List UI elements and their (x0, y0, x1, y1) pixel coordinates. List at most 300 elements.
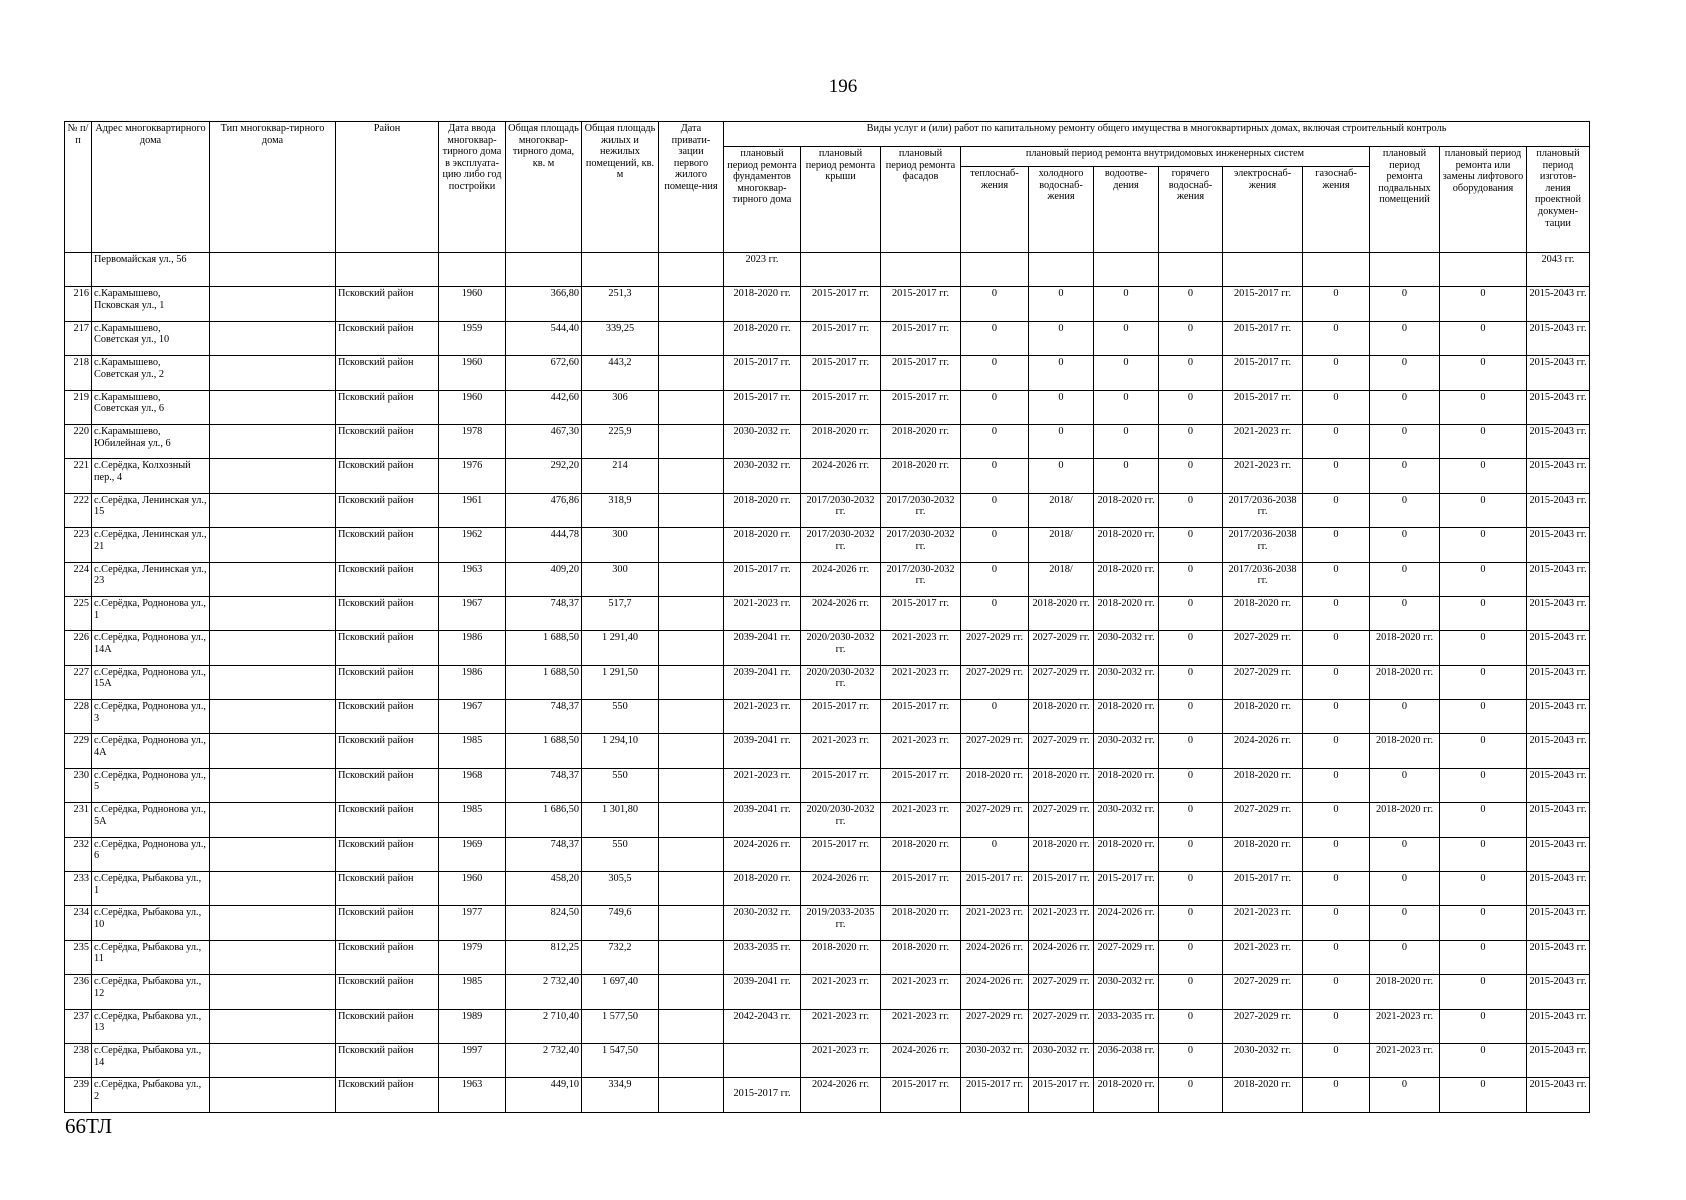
cell-hot (1159, 253, 1223, 287)
cell-elevator: 0 (1440, 596, 1527, 630)
cell-num: 229 (65, 734, 92, 768)
cell-elevator: 0 (1440, 424, 1527, 458)
cell-num: 218 (65, 356, 92, 390)
cell-basement: 0 (1370, 906, 1440, 940)
cell-facade: 2024-2026 гг. (881, 1043, 961, 1077)
header-gas: газоснаб-жения (1303, 167, 1370, 253)
cell-cold: 2027-2029 гг. (1029, 734, 1094, 768)
cell-area-living: 214 (582, 459, 659, 493)
cell-type (210, 1078, 336, 1112)
cell-year: 1960 (439, 390, 506, 424)
cell-address: с.Серёдка, Роднонова ул., 1 (92, 596, 210, 630)
cell-address: с.Карамышево, Юбилейная ул., 6 (92, 424, 210, 458)
cell-roof (801, 253, 881, 287)
cell-hot: 0 (1159, 321, 1223, 355)
cell-foundation: 2015-2017 гг. (724, 562, 801, 596)
cell-roof: 2024-2026 гг. (801, 596, 881, 630)
cell-district: Псковский район (336, 356, 439, 390)
cell-facade: 2021-2023 гг. (881, 734, 961, 768)
cell-year: 1989 (439, 1009, 506, 1043)
cell-sewage (1094, 253, 1159, 287)
cell-area-total: 1 688,50 (506, 631, 582, 665)
cell-elevator: 0 (1440, 459, 1527, 493)
cell-area-total: 444,78 (506, 528, 582, 562)
cell-electric: 2017/2036-2038 гг. (1223, 493, 1303, 527)
cell-design: 2015-2043 гг. (1527, 528, 1590, 562)
table-row (65, 253, 1590, 287)
cell-design: 2015-2043 гг. (1527, 562, 1590, 596)
cell-facade: 2015-2017 гг. (881, 356, 961, 390)
cell-district: Псковский район (336, 940, 439, 974)
cell-sewage: 2027-2029 гг. (1094, 940, 1159, 974)
cell-priv (659, 390, 724, 424)
cell-heat: 2027-2029 гг. (961, 734, 1029, 768)
cell-sewage: 2018-2020 гг. (1094, 768, 1159, 802)
cell-electric: 2018-2020 гг. (1223, 596, 1303, 630)
table-row (65, 700, 1590, 734)
cell-sewage: 2030-2032 гг. (1094, 803, 1159, 837)
cell-basement: 0 (1370, 562, 1440, 596)
cell-foundation: 2021-2023 гг. (724, 700, 801, 734)
cell-area-living: 306 (582, 390, 659, 424)
cell-num: 219 (65, 390, 92, 424)
cell-roof: 2015-2017 гг. (801, 700, 881, 734)
cell-hot: 0 (1159, 1078, 1223, 1112)
cell-sewage: 2018-2020 гг. (1094, 1078, 1159, 1112)
cell-electric: 2030-2032 гг. (1223, 1043, 1303, 1077)
cell-area-living: 443,2 (582, 356, 659, 390)
cell-priv (659, 562, 724, 596)
cell-type (210, 390, 336, 424)
cell-roof: 2021-2023 гг. (801, 975, 881, 1009)
cell-year: 1985 (439, 734, 506, 768)
cell-gas: 0 (1303, 665, 1370, 699)
cell-heat: 2027-2029 гг. (961, 1009, 1029, 1043)
cell-heat: 2027-2029 гг. (961, 665, 1029, 699)
cell-address: с.Серёдка, Колхозный пер., 4 (92, 459, 210, 493)
cell-foundation: 2018-2020 гг. (724, 528, 801, 562)
cell-hot: 0 (1159, 940, 1223, 974)
table-row (65, 424, 1590, 458)
cell-area-living: 334,9 (582, 1078, 659, 1112)
table-row (65, 596, 1590, 630)
cell-hot: 0 (1159, 1009, 1223, 1043)
cell-address: с.Карамышево, Советская ул., 10 (92, 321, 210, 355)
cell-num: 222 (65, 493, 92, 527)
cell-num: 226 (65, 631, 92, 665)
cell-roof: 2024-2026 гг. (801, 1078, 881, 1112)
cell-electric: 2018-2020 гг. (1223, 837, 1303, 871)
header-district: Район (336, 122, 439, 253)
cell-elevator: 0 (1440, 665, 1527, 699)
cell-num: 217 (65, 321, 92, 355)
cell-roof: 2015-2017 гг. (801, 321, 881, 355)
cell-year: 1961 (439, 493, 506, 527)
cell-foundation: 2024-2026 гг. (724, 837, 801, 871)
cell-roof: 2015-2017 гг. (801, 356, 881, 390)
cell-district: Псковский район (336, 872, 439, 906)
cell-area-living: 251,3 (582, 287, 659, 321)
cell-year: 1960 (439, 872, 506, 906)
cell-sewage: 2024-2026 гг. (1094, 906, 1159, 940)
cell-num: 237 (65, 1009, 92, 1043)
cell-area-living: 1 547,50 (582, 1043, 659, 1077)
cell-district: Псковский район (336, 1043, 439, 1077)
cell-year: 1959 (439, 321, 506, 355)
cell-sewage: 0 (1094, 390, 1159, 424)
cell-design: 2015-2043 гг. (1527, 287, 1590, 321)
cell-facade: 2018-2020 гг. (881, 459, 961, 493)
cell-area-total: 748,37 (506, 768, 582, 802)
cell-basement: 0 (1370, 459, 1440, 493)
cell-sewage: 2036-2038 гг. (1094, 1043, 1159, 1077)
cell-sewage: 0 (1094, 287, 1159, 321)
cell-priv (659, 459, 724, 493)
cell-area-living: 1 697,40 (582, 975, 659, 1009)
cell-value: 2015-2017 гг. (733, 1088, 791, 1100)
cell-electric (1223, 253, 1303, 287)
cell-roof: 2018-2020 гг. (801, 424, 881, 458)
table-row (65, 975, 1590, 1009)
cell-roof: 2021-2023 гг. (801, 734, 881, 768)
cell-year: 1963 (439, 562, 506, 596)
cell-num: 230 (65, 768, 92, 802)
cell-facade: 2015-2017 гг. (881, 390, 961, 424)
table-row (65, 1078, 1590, 1112)
cell-district: Псковский район (336, 975, 439, 1009)
cell-hot: 0 (1159, 734, 1223, 768)
cell-type (210, 665, 336, 699)
cell-design: 2015-2043 гг. (1527, 975, 1590, 1009)
cell-cold: 2018/ (1029, 493, 1094, 527)
cell-heat: 2024-2026 гг. (961, 940, 1029, 974)
cell-num: 232 (65, 837, 92, 871)
cell-sewage: 2018-2020 гг. (1094, 493, 1159, 527)
cell-elevator: 0 (1440, 975, 1527, 1009)
cell-year: 1976 (439, 459, 506, 493)
cell-address: с.Серёдка, Рыбакова ул., 11 (92, 940, 210, 974)
cell-year: 1968 (439, 768, 506, 802)
cell-year: 1963 (439, 1078, 506, 1112)
table-row (65, 837, 1590, 871)
cell-district: Псковский район (336, 803, 439, 837)
cell-priv (659, 424, 724, 458)
cell-sewage: 2030-2032 гг. (1094, 734, 1159, 768)
table-row (65, 493, 1590, 527)
cell-gas: 0 (1303, 321, 1370, 355)
cell-type (210, 253, 336, 287)
cell-cold: 2018-2020 гг. (1029, 596, 1094, 630)
cell-foundation: 2018-2020 гг. (724, 493, 801, 527)
cell-num: 231 (65, 803, 92, 837)
cell-electric: 2027-2029 гг. (1223, 665, 1303, 699)
cell-basement: 0 (1370, 321, 1440, 355)
cell-area-total: 748,37 (506, 596, 582, 630)
cell-hot: 0 (1159, 596, 1223, 630)
cell-area-total: 366,80 (506, 287, 582, 321)
header-electric: электроснаб-жения (1223, 167, 1303, 253)
cell-area-total: 1 686,50 (506, 803, 582, 837)
cell-electric: 2018-2020 гг. (1223, 1078, 1303, 1112)
cell-facade: 2015-2017 гг. (881, 872, 961, 906)
cell-priv (659, 287, 724, 321)
cell-elevator: 0 (1440, 493, 1527, 527)
cell-sewage: 2030-2032 гг. (1094, 631, 1159, 665)
cell-hot: 0 (1159, 700, 1223, 734)
cell-electric: 2021-2023 гг. (1223, 459, 1303, 493)
cell-design: 2015-2043 гг. (1527, 768, 1590, 802)
cell-electric: 2018-2020 гг. (1223, 700, 1303, 734)
cell-area-total: 544,40 (506, 321, 582, 355)
cell-electric: 2027-2029 гг. (1223, 1009, 1303, 1043)
cell-electric: 2021-2023 гг. (1223, 906, 1303, 940)
cell-heat: 0 (961, 700, 1029, 734)
header-privatization: Дата привати-зации первого жилого помеще-ния (659, 122, 724, 253)
header-area-total: Общая площадь многоквар-тирного дома, кв. м (506, 122, 582, 253)
cell-gas: 0 (1303, 975, 1370, 1009)
cell-type (210, 872, 336, 906)
cell-district (336, 253, 439, 287)
cell-area-total: 748,37 (506, 700, 582, 734)
cell-address: с.Серёдка, Ленинская ул., 15 (92, 493, 210, 527)
cell-elevator (1440, 253, 1527, 287)
cell-gas: 0 (1303, 459, 1370, 493)
cell-design: 2015-2043 гг. (1527, 837, 1590, 871)
cell-design: 2015-2043 гг. (1527, 596, 1590, 630)
footer-code: 66ТЛ (65, 1114, 113, 1138)
cell-elevator: 0 (1440, 1043, 1527, 1077)
cell-roof: 2017/2030-2032 гг. (801, 493, 881, 527)
cell-type (210, 528, 336, 562)
cell-address: с.Серёдка, Роднонова ул., 5А (92, 803, 210, 837)
cell-year: 1985 (439, 803, 506, 837)
cell-gas: 0 (1303, 493, 1370, 527)
cell-type (210, 1043, 336, 1077)
cell-roof: 2015-2017 гг. (801, 837, 881, 871)
cell-district: Псковский район (336, 459, 439, 493)
cell-priv (659, 321, 724, 355)
header-facade: плановый период ремонта фасадов (881, 147, 961, 253)
header-sewage: водоотве-дения (1094, 167, 1159, 253)
cell-area-living: 550 (582, 768, 659, 802)
cell-year: 1986 (439, 665, 506, 699)
cell-basement: 2018-2020 гг. (1370, 631, 1440, 665)
cell-roof: 2024-2026 гг. (801, 872, 881, 906)
cell-foundation: 2021-2023 гг. (724, 596, 801, 630)
cell-cold: 2018/ (1029, 562, 1094, 596)
cell-heat: 0 (961, 356, 1029, 390)
cell-area-living: 1 291,40 (582, 631, 659, 665)
cell-area-living: 1 291,50 (582, 665, 659, 699)
cell-type (210, 562, 336, 596)
cell-design: 2015-2043 гг. (1527, 390, 1590, 424)
cell-num: 220 (65, 424, 92, 458)
cell-facade: 2021-2023 гг. (881, 665, 961, 699)
cell-district: Псковский район (336, 528, 439, 562)
cell-heat: 0 (961, 493, 1029, 527)
cell-gas (1303, 253, 1370, 287)
cell-hot: 0 (1159, 665, 1223, 699)
cell-facade: 2017/2030-2032 гг. (881, 528, 961, 562)
cell-design: 2015-2043 гг. (1527, 1043, 1590, 1077)
cell-elevator: 0 (1440, 562, 1527, 596)
capital-repair-table (64, 121, 1590, 1113)
cell-year (439, 253, 506, 287)
cell-cold: 0 (1029, 356, 1094, 390)
cell-roof: 2019/2033-2035 гг. (801, 906, 881, 940)
cell-year: 1967 (439, 596, 506, 630)
cell-roof: 2020/2030-2032 гг. (801, 665, 881, 699)
table-row (65, 1043, 1590, 1077)
cell-facade: 2015-2017 гг. (881, 287, 961, 321)
cell-facade: 2018-2020 гг. (881, 906, 961, 940)
cell-basement: 0 (1370, 768, 1440, 802)
cell-priv (659, 631, 724, 665)
header-services-group: Виды услуг и (или) работ по капитальному ремонту общего имущества в многоквартирных домах, включая строительный контроль (724, 122, 1590, 147)
cell-basement: 0 (1370, 528, 1440, 562)
cell-electric: 2015-2017 гг. (1223, 356, 1303, 390)
cell-year: 1967 (439, 700, 506, 734)
cell-facade: 2021-2023 гг. (881, 803, 961, 837)
cell-design: 2015-2043 гг. (1527, 1009, 1590, 1043)
header-foundation: плановый период ремонта фундаментов многоквар-тирного дома (724, 147, 801, 253)
cell-gas: 0 (1303, 562, 1370, 596)
cell-electric: 2015-2017 гг. (1223, 321, 1303, 355)
cell-sewage: 0 (1094, 424, 1159, 458)
cell-area-living: 732,2 (582, 940, 659, 974)
table-body (65, 253, 1590, 1113)
cell-gas: 0 (1303, 390, 1370, 424)
cell-basement: 2021-2023 гг. (1370, 1009, 1440, 1043)
cell-foundation: 2039-2041 гг. (724, 734, 801, 768)
cell-foundation: 2039-2041 гг. (724, 665, 801, 699)
cell-basement: 0 (1370, 700, 1440, 734)
table-row (65, 872, 1590, 906)
cell-priv (659, 493, 724, 527)
cell-district: Псковский район (336, 906, 439, 940)
cell-facade: 2015-2017 гг. (881, 700, 961, 734)
cell-area-living: 300 (582, 528, 659, 562)
cell-foundation: 2015-2017 гг. (724, 390, 801, 424)
cell-area-living: 1 294,10 (582, 734, 659, 768)
cell-priv (659, 700, 724, 734)
cell-facade: 2017/2030-2032 гг. (881, 562, 961, 596)
cell-type (210, 940, 336, 974)
cell-design: 2015-2043 гг. (1527, 424, 1590, 458)
cell-foundation: 2039-2041 гг. (724, 975, 801, 1009)
cell-year: 1977 (439, 906, 506, 940)
cell-area-total (506, 253, 582, 287)
header-num: № п/п (65, 122, 92, 253)
cell-gas: 0 (1303, 940, 1370, 974)
cell-gas: 0 (1303, 700, 1370, 734)
cell-gas: 0 (1303, 803, 1370, 837)
cell-cold: 2018/ (1029, 528, 1094, 562)
cell-area-total: 476,86 (506, 493, 582, 527)
cell-address: с.Серёдка, Роднонова ул., 4А (92, 734, 210, 768)
cell-address: с.Серёдка, Роднонова ул., 6 (92, 837, 210, 871)
cell-heat: 0 (961, 528, 1029, 562)
cell-hot: 0 (1159, 631, 1223, 665)
cell-cold (1029, 253, 1094, 287)
cell-address: с.Серёдка, Роднонова ул., 5 (92, 768, 210, 802)
cell-roof: 2015-2017 гг. (801, 390, 881, 424)
cell-foundation (724, 1043, 801, 1077)
cell-priv (659, 803, 724, 837)
cell-facade: 2015-2017 гг. (881, 1078, 961, 1112)
cell-num: 225 (65, 596, 92, 630)
cell-gas: 0 (1303, 631, 1370, 665)
header-roof: плановый период ремонта крыши (801, 147, 881, 253)
cell-facade (881, 253, 961, 287)
cell-sewage: 2018-2020 гг. (1094, 562, 1159, 596)
cell-basement: 2018-2020 гг. (1370, 665, 1440, 699)
cell-roof: 2021-2023 гг. (801, 1043, 881, 1077)
cell-address: с.Серёдка, Роднонова ул., 14А (92, 631, 210, 665)
cell-foundation: 2021-2023 гг. (724, 768, 801, 802)
cell-heat: 2015-2017 гг. (961, 872, 1029, 906)
cell-address: с.Серёдка, Рыбакова ул., 12 (92, 975, 210, 1009)
cell-hot: 0 (1159, 803, 1223, 837)
cell-gas: 0 (1303, 906, 1370, 940)
table-row (65, 321, 1590, 355)
cell-roof: 2015-2017 гг. (801, 768, 881, 802)
cell-priv (659, 872, 724, 906)
cell-facade: 2021-2023 гг. (881, 975, 961, 1009)
cell-type (210, 596, 336, 630)
cell-area-living: 550 (582, 700, 659, 734)
cell-heat: 2027-2029 гг. (961, 631, 1029, 665)
cell-basement: 0 (1370, 940, 1440, 974)
cell-heat: 0 (961, 596, 1029, 630)
cell-electric: 2017/2036-2038 гг. (1223, 562, 1303, 596)
cell-electric: 2017/2036-2038 гг. (1223, 528, 1303, 562)
cell-foundation: 2023 гг. (724, 253, 801, 287)
cell-electric: 2018-2020 гг. (1223, 768, 1303, 802)
cell-type (210, 287, 336, 321)
cell-basement: 0 (1370, 356, 1440, 390)
cell-type (210, 803, 336, 837)
cell-area-living: 1 301,80 (582, 803, 659, 837)
cell-cold: 2024-2026 гг. (1029, 940, 1094, 974)
cell-basement: 0 (1370, 287, 1440, 321)
cell-area-living: 300 (582, 562, 659, 596)
cell-cold: 0 (1029, 287, 1094, 321)
cell-year: 1969 (439, 837, 506, 871)
cell-heat: 2024-2026 гг. (961, 975, 1029, 1009)
cell-foundation: 2018-2020 гг. (724, 287, 801, 321)
cell-address: с.Серёдка, Роднонова ул., 15А (92, 665, 210, 699)
table-row (65, 390, 1590, 424)
cell-area-total: 672,60 (506, 356, 582, 390)
cell-area-total: 2 732,40 (506, 1043, 582, 1077)
cell-district: Псковский район (336, 734, 439, 768)
cell-num: 233 (65, 872, 92, 906)
cell-cold: 0 (1029, 321, 1094, 355)
cell-area-total: 458,20 (506, 872, 582, 906)
cell-type (210, 734, 336, 768)
cell-priv (659, 356, 724, 390)
cell-design: 2015-2043 гг. (1527, 356, 1590, 390)
header-year: Дата ввода многоквар-тирного дома в эксплуата-цию либо год постройки (439, 122, 506, 253)
cell-district: Псковский район (336, 768, 439, 802)
cell-area-living (582, 253, 659, 287)
cell-area-total: 467,30 (506, 424, 582, 458)
cell-cold: 2027-2029 гг. (1029, 665, 1094, 699)
table-row (65, 631, 1590, 665)
cell-area-total: 442,60 (506, 390, 582, 424)
cell-type (210, 459, 336, 493)
